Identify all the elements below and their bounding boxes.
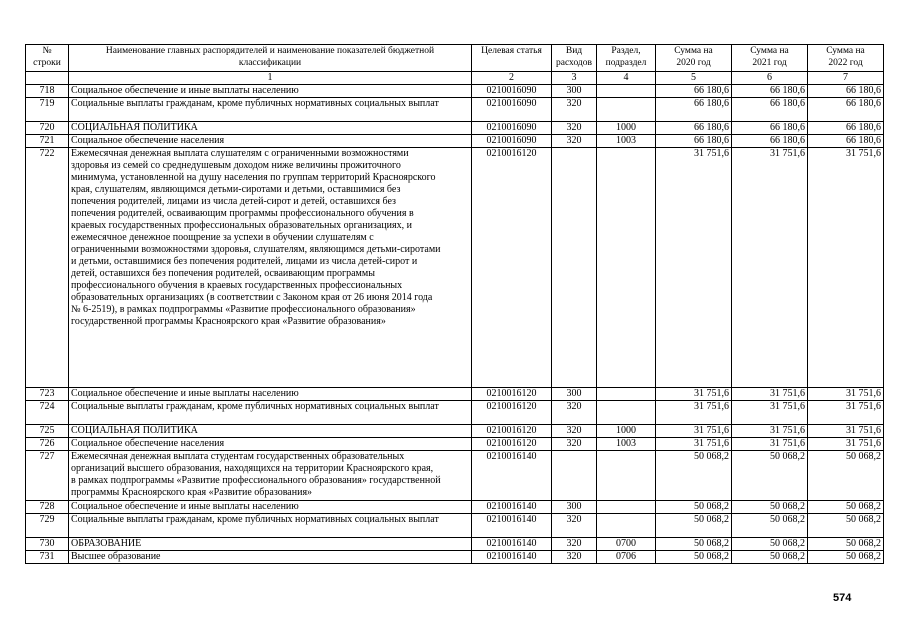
row-section (597, 401, 656, 425)
row-number: 725 (26, 425, 69, 438)
row-sum-2021: 50 068,2 (732, 514, 808, 538)
row-sum-2022: 50 068,2 (808, 538, 884, 551)
row-section (597, 501, 656, 514)
row-section: 1000 (597, 425, 656, 438)
row-sum-2021: 50 068,2 (732, 551, 808, 564)
row-sum-2021: 50 068,2 (732, 501, 808, 514)
header-sum-2020: Сумма на 2020 год (656, 45, 732, 72)
row-number: 722 (26, 148, 69, 388)
row-exp-type: 320 (552, 425, 597, 438)
row-sum-2021: 50 068,2 (732, 538, 808, 551)
row-target: 0210016140 (472, 551, 552, 564)
row-target: 0210016090 (472, 122, 552, 135)
row-sum-2020: 66 180,6 (656, 135, 732, 148)
row-number: 721 (26, 135, 69, 148)
row-name: Социальные выплаты гражданам, кроме публичных нормативных социальных выплат (69, 514, 472, 538)
row-name: Социальные выплаты гражданам, кроме публичных нормативных социальных выплат (69, 401, 472, 425)
row-section (597, 388, 656, 401)
row-sum-2020: 50 068,2 (656, 538, 732, 551)
row-sum-2021: 66 180,6 (732, 98, 808, 122)
table-row (26, 501, 884, 514)
column-number: 3 (552, 72, 597, 85)
row-number: 720 (26, 122, 69, 135)
row-name: Социальное обеспечение населения (69, 438, 472, 451)
row-target: 0210016090 (472, 85, 552, 98)
row-sum-2022: 50 068,2 (808, 451, 884, 501)
row-sum-2021: 31 751,6 (732, 438, 808, 451)
row-sum-2022: 66 180,6 (808, 98, 884, 122)
row-sum-2020: 50 068,2 (656, 451, 732, 501)
row-sum-2020: 50 068,2 (656, 514, 732, 538)
row-sum-2020: 31 751,6 (656, 388, 732, 401)
row-sum-2022: 50 068,2 (808, 501, 884, 514)
table-row (26, 538, 884, 551)
header-exp-type: Вид расходов (552, 45, 597, 72)
row-sum-2022: 50 068,2 (808, 514, 884, 538)
row-section (597, 148, 656, 388)
row-sum-2022: 31 751,6 (808, 401, 884, 425)
row-target: 0210016120 (472, 401, 552, 425)
table-row (26, 85, 884, 98)
row-name: Социальное обеспечение населения (69, 135, 472, 148)
row-section: 1003 (597, 135, 656, 148)
row-sum-2022: 66 180,6 (808, 85, 884, 98)
row-exp-type: 320 (552, 514, 597, 538)
table-body (26, 85, 884, 564)
row-number: 727 (26, 451, 69, 501)
row-sum-2020: 31 751,6 (656, 438, 732, 451)
row-number: 728 (26, 501, 69, 514)
row-sum-2021: 50 068,2 (732, 451, 808, 501)
row-exp-type: 320 (552, 98, 597, 122)
header-section: Раздел, подраздел (597, 45, 656, 72)
row-exp-type: 300 (552, 85, 597, 98)
row-exp-type: 320 (552, 538, 597, 551)
row-sum-2020: 66 180,6 (656, 98, 732, 122)
row-target: 0210016090 (472, 135, 552, 148)
row-target: 0210016120 (472, 438, 552, 451)
row-name: Социальное обеспечение и иные выплаты населению (69, 388, 472, 401)
row-sum-2021: 66 180,6 (732, 85, 808, 98)
row-target: 0210016140 (472, 501, 552, 514)
row-exp-type: 300 (552, 388, 597, 401)
row-target: 0210016090 (472, 98, 552, 122)
row-sum-2021: 31 751,6 (732, 425, 808, 438)
row-target: 0210016140 (472, 451, 552, 501)
row-exp-type: 320 (552, 401, 597, 425)
column-number: 1 (69, 72, 472, 85)
column-number: 6 (732, 72, 808, 85)
row-sum-2020: 50 068,2 (656, 501, 732, 514)
table-row (26, 514, 884, 538)
row-number: 724 (26, 401, 69, 425)
row-name: Социальное обеспечение и иные выплаты населению (69, 501, 472, 514)
row-section: 1000 (597, 122, 656, 135)
row-target: 0210016120 (472, 425, 552, 438)
row-sum-2022: 66 180,6 (808, 135, 884, 148)
row-section (597, 85, 656, 98)
page-number: 574 (833, 592, 852, 604)
row-number: 731 (26, 551, 69, 564)
row-name: СОЦИАЛЬНАЯ ПОЛИТИКА (69, 425, 472, 438)
row-number: 726 (26, 438, 69, 451)
row-sum-2022: 31 751,6 (808, 388, 884, 401)
row-exp-type: 320 (552, 551, 597, 564)
budget-table (25, 44, 884, 564)
row-target: 0210016140 (472, 538, 552, 551)
row-sum-2022: 31 751,6 (808, 425, 884, 438)
row-exp-type: 320 (552, 122, 597, 135)
row-sum-2020: 66 180,6 (656, 85, 732, 98)
table-row (26, 551, 884, 564)
row-name: Социальное обеспечение и иные выплаты населению (69, 85, 472, 98)
column-number: 4 (597, 72, 656, 85)
table-row (26, 388, 884, 401)
row-exp-type: 300 (552, 501, 597, 514)
row-number: 718 (26, 85, 69, 98)
row-name: Ежемесячная денежная выплата слушателям с ограниченными возможностями здоровья из семей со среднедушевым доходом ниже величины прожиточного минимума, установленной на душу населения по группам территорий Красноярского края, слушателям, являющимся детьми-сиротами и детьми, оставшимися без попечения родителей, лицами из числа детей-сирот и детей, оставшихся без попечения родителей, осваивающим программы профессионального обучения в краевых государственных профессиональных образовательных организациях, и ежемесячное денежное поощрение за успехи в обучении слушателям с ограниченными возможностями здоровья, слушателям, являющимся детьми-сиротами и детьми, оставшимися без попечения родителей, лицами из числа детей-сирот и детей, оставшихся без попечения родителей, осваивающим программы профессионального обучения в краевых государственных профессиональных образовательных организациях (в соответствии с Законом края от 26 июня 2014 года № 6-2519), в рамках подпрограммы «Развитие профессионального образования» государственной программы Красноярского края «Развитие образования» (69, 148, 472, 388)
column-number: 7 (808, 72, 884, 85)
row-sum-2020: 31 751,6 (656, 425, 732, 438)
column-number: 5 (656, 72, 732, 85)
row-number: 730 (26, 538, 69, 551)
table-row (26, 438, 884, 451)
row-sum-2020: 31 751,6 (656, 148, 732, 388)
row-exp-type (552, 148, 597, 388)
header-name: Наименование главных распорядителей и наименование показателей бюджетной классификации (69, 45, 472, 72)
table-row (26, 122, 884, 135)
row-number: 729 (26, 514, 69, 538)
row-sum-2022: 50 068,2 (808, 551, 884, 564)
column-number (26, 72, 69, 85)
row-target: 0210016140 (472, 514, 552, 538)
row-sum-2021: 66 180,6 (732, 135, 808, 148)
row-sum-2022: 31 751,6 (808, 148, 884, 388)
row-sum-2020: 66 180,6 (656, 122, 732, 135)
table-row (26, 135, 884, 148)
row-section (597, 514, 656, 538)
row-sum-2022: 66 180,6 (808, 122, 884, 135)
row-sum-2020: 31 751,6 (656, 401, 732, 425)
table-row (26, 98, 884, 122)
row-target: 0210016120 (472, 388, 552, 401)
row-sum-2020: 50 068,2 (656, 551, 732, 564)
row-section: 0706 (597, 551, 656, 564)
row-name: Высшее образование (69, 551, 472, 564)
row-section (597, 98, 656, 122)
row-exp-type: 320 (552, 135, 597, 148)
row-section (597, 451, 656, 501)
row-sum-2021: 31 751,6 (732, 388, 808, 401)
row-name: Ежемесячная денежная выплата студентам государственных образовательных организаций высшего образования, находящихся на территории Красноярского края, в рамках подпрограммы «Развитие профессионального образования» государственной программы Красноярского края «Развитие образования» (69, 451, 472, 501)
header-sum-2022: Сумма на 2022 год (808, 45, 884, 72)
row-number: 719 (26, 98, 69, 122)
row-section: 0700 (597, 538, 656, 551)
column-numbers-row (26, 72, 884, 85)
row-number: 723 (26, 388, 69, 401)
table-row (26, 425, 884, 438)
row-sum-2021: 66 180,6 (732, 122, 808, 135)
row-section: 1003 (597, 438, 656, 451)
table-row (26, 401, 884, 425)
column-number: 2 (472, 72, 552, 85)
row-name: ОБРАЗОВАНИЕ (69, 538, 472, 551)
header-sum-2021: Сумма на 2021 год (732, 45, 808, 72)
row-sum-2022: 31 751,6 (808, 438, 884, 451)
row-exp-type (552, 451, 597, 501)
row-target: 0210016120 (472, 148, 552, 388)
row-exp-type: 320 (552, 438, 597, 451)
row-sum-2021: 31 751,6 (732, 401, 808, 425)
table-row (26, 451, 884, 501)
row-sum-2021: 31 751,6 (732, 148, 808, 388)
row-name: Социальные выплаты гражданам, кроме публичных нормативных социальных выплат (69, 98, 472, 122)
table-row (26, 148, 884, 388)
header-row (26, 45, 884, 72)
header-target: Целевая статья (472, 45, 552, 72)
header-row-no: № строки (26, 45, 69, 72)
row-name: СОЦИАЛЬНАЯ ПОЛИТИКА (69, 122, 472, 135)
